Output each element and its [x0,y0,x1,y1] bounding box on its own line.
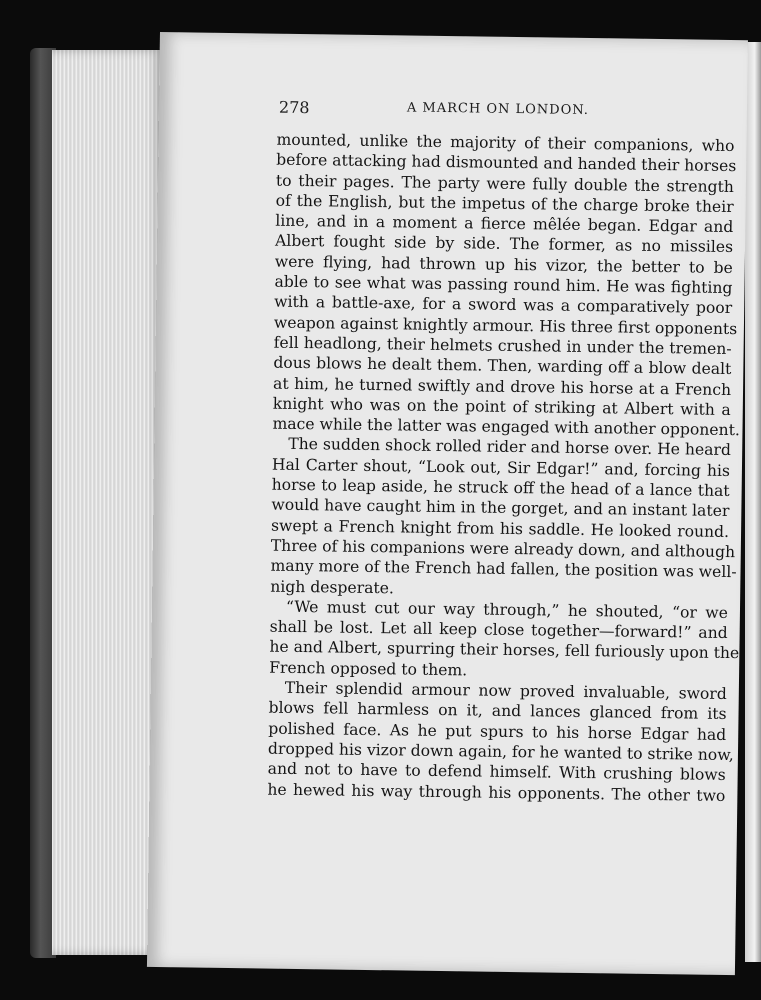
book-page [147,32,748,975]
text-line: dropped his vizor down again, for he wanted to strike now, [267,739,734,764]
body-text [267,130,740,806]
page-edges [52,50,164,955]
text-line: were flying, had thrown up his vizor, the better to be [274,252,733,277]
text-line: before attacking had dismounted and handed their horses [276,150,737,176]
text-line: line, and in a moment a fierce mêlée began. Edgar and [275,211,734,237]
text-line: “We must cut our way through,” he shouted, “or we [285,597,729,622]
text-line: Albert fought side by side. The former, as no missiles [274,232,734,257]
text-line: Hal Carter shout, “Look out, Sir Edgar!” and, forcing his [271,455,731,480]
text-line: would have caught him in the gorget, and an instant later [271,495,730,521]
text-line: to their pages. The party were fully double the strength [275,171,735,196]
text-line: shall be lost. Let all keep close together—forward!” and [269,617,728,643]
running-head [279,98,739,126]
text-line: and not to have to defend himself. With crushing blows [267,759,726,785]
page-number: 278 [278,97,310,118]
text-line: he and Albert, spurring their horses, fell furiously upon the [269,638,740,663]
text-line: mace while the latter was engaged with another opponent. [272,414,740,440]
text-line: many more of the French had fallen, the position was well- [270,556,737,582]
text-line: horse to leap aside, he struck off the head of a lance that [271,475,730,501]
text-line: at him, he turned swiftly and drove his horse at a French [272,374,732,399]
text-line: The sudden shock rolled rider and horse over. He heard [288,435,732,460]
text-line: knight who was on the point of striking at Albert with a [272,394,731,419]
text-line: dous blows he dealt them. Then, warding off a blow dealt [273,353,732,379]
text-line: of the English, but the impetus of the charge broke their [275,191,734,216]
text-line: nigh desperate. [270,577,395,597]
text-line: blows fell harmless on it, and lances glanced from its [268,698,727,724]
text-line: weapon against knightly armour. His three first opponents [273,313,738,338]
text-line: French opposed to them. [269,658,468,680]
text-line: with a battle-axe, for a sword was a comparatively poor [274,292,733,318]
text-line: Three of his companions were already down, and although [270,536,736,562]
running-title: A MARCH ON LONDON. [406,100,590,118]
text-line: fell headlong, their helmets crushed in under the tremen- [273,333,732,358]
text-line: polished face. As he put spurs to his horse Edgar had [268,719,727,744]
next-page-edge [745,42,761,962]
text-line: swept a French knight from his saddle. He looked round. [270,516,730,541]
text-line: able to see what was passing round him. He was fighting [274,272,733,298]
text-line: mounted, unlike the majority of their companions, who [276,130,735,156]
text-line: Their splendid armour now proved invaluable, sword [284,678,727,703]
text-line: he hewed his way through his opponents. The other two [267,780,726,805]
